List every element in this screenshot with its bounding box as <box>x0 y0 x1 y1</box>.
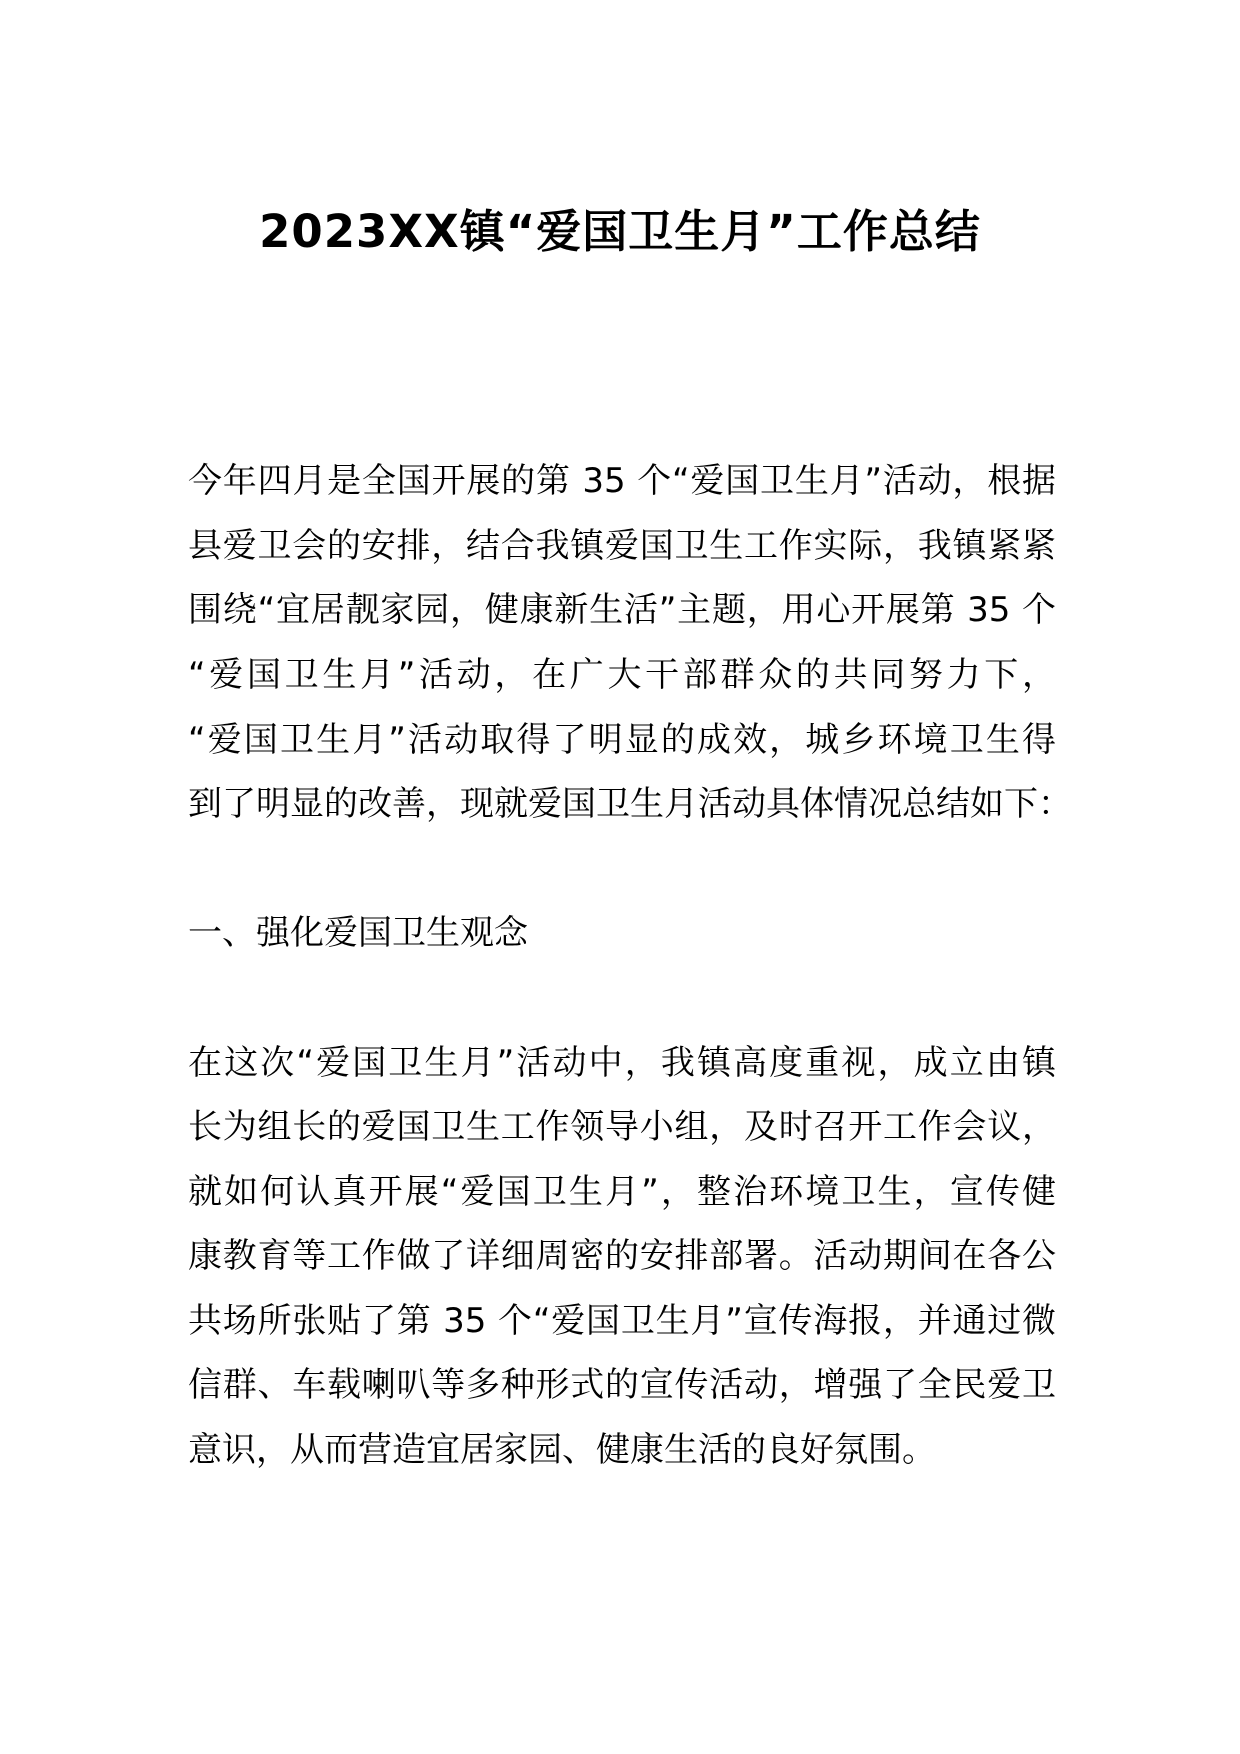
section-line-6: 信群、车载喇叭等多种形式的宣传活动，增强了全民爱卫 <box>188 1365 1056 1405</box>
section-line-4: 康教育等工作做了详细周密的安排部署。活动期间在各公 <box>188 1236 1056 1276</box>
intro-line-3: 围绕“宜居靓家园，健康新生活”主题，用心开展第 35 个 <box>188 590 1056 630</box>
section-heading: 一、强化爱国卫生观念 <box>188 913 528 953</box>
section-line-3: 就如何认真开展“爱国卫生月”，整治环境卫生，宣传健 <box>188 1172 1056 1212</box>
intro-line-1: 今年四月是全国开展的第 35 个“爱国卫生月”活动，根据 <box>188 461 1056 501</box>
intro-line-6: 到了明显的改善，现就爱国卫生月活动具体情况总结如下： <box>188 784 1072 824</box>
section-line-1: 在这次“爱国卫生月”活动中，我镇高度重视，成立由镇 <box>188 1043 1056 1083</box>
section-line-5: 共场所张贴了第 35 个“爱国卫生月”宣传海报，并通过微 <box>188 1301 1056 1341</box>
intro-line-5: “爱国卫生月”活动取得了明显的成效，城乡环境卫生得 <box>188 720 1056 760</box>
document-title: 2023XX镇“爱国卫生月”工作总结 <box>259 205 981 258</box>
intro-line-2: 县爱卫会的安排，结合我镇爱国卫生工作实际，我镇紧紧 <box>188 526 1056 566</box>
intro-line-4: “爱国卫生月”活动，在广大干部群众的共同努力下， <box>188 655 1056 695</box>
section-line-7: 意识，从而营造宜居家园、健康生活的良好氛围。 <box>188 1430 936 1470</box>
section-line-2: 长为组长的爱国卫生工作领导小组，及时召开工作会议， <box>188 1107 1056 1147</box>
